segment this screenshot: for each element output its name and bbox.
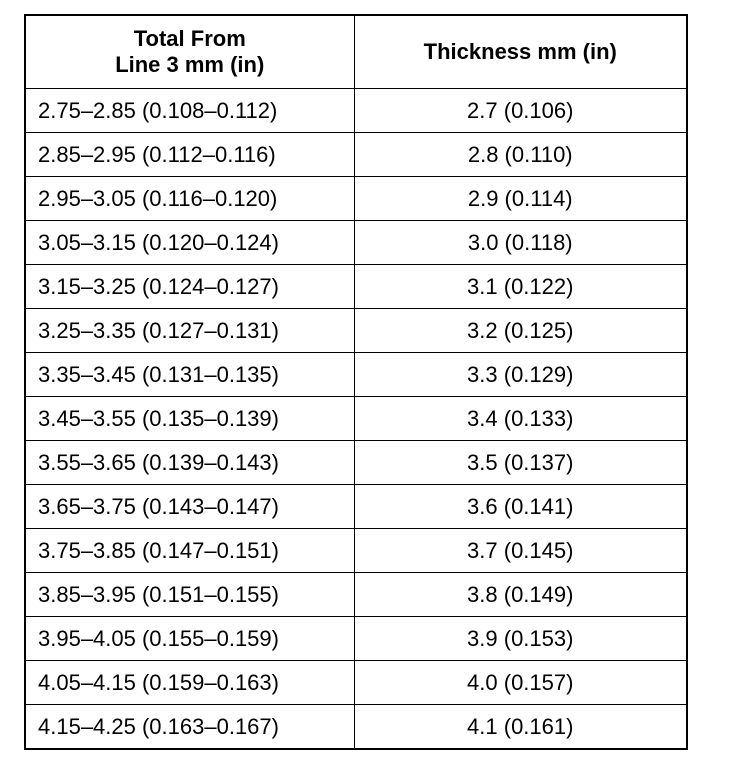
table-row xyxy=(25,221,687,265)
range-cell: 3.15–3.25 (0.124–0.127) xyxy=(25,265,354,309)
thickness-cell: 2.8 (0.110) xyxy=(354,133,687,177)
range-cell: 3.95–4.05 (0.155–0.159) xyxy=(25,617,354,661)
range-cell: 3.05–3.15 (0.120–0.124) xyxy=(25,221,354,265)
range-cell: 3.85–3.95 (0.151–0.155) xyxy=(25,573,354,617)
range-cell: 3.65–3.75 (0.143–0.147) xyxy=(25,485,354,529)
table-row xyxy=(25,529,687,573)
range-cell: 4.05–4.15 (0.159–0.163) xyxy=(25,661,354,705)
thickness-cell: 3.8 (0.149) xyxy=(354,573,687,617)
table-row xyxy=(25,705,687,750)
thickness-cell: 2.7 (0.106) xyxy=(354,89,687,133)
range-cell: 3.55–3.65 (0.139–0.143) xyxy=(25,441,354,485)
table-row xyxy=(25,661,687,705)
thickness-cell: 4.1 (0.161) xyxy=(354,705,687,750)
header-total-from-line1: Total From xyxy=(133,26,246,51)
shim-selection-table xyxy=(24,14,688,750)
thickness-cell: 3.5 (0.137) xyxy=(354,441,687,485)
table-row xyxy=(25,309,687,353)
header-row xyxy=(25,15,687,89)
thickness-cell: 3.6 (0.141) xyxy=(354,485,687,529)
thickness-cell: 3.2 (0.125) xyxy=(354,309,687,353)
table-row xyxy=(25,177,687,221)
range-cell: 3.75–3.85 (0.147–0.151) xyxy=(25,529,354,573)
table-row xyxy=(25,133,687,177)
table-row xyxy=(25,89,687,133)
header-thickness: Thickness mm (in) xyxy=(354,15,687,89)
thickness-cell: 2.9 (0.114) xyxy=(354,177,687,221)
table-row xyxy=(25,353,687,397)
header-total-from-line-3 xyxy=(25,15,354,89)
range-cell: 3.45–3.55 (0.135–0.139) xyxy=(25,397,354,441)
range-cell: 2.85–2.95 (0.112–0.116) xyxy=(25,133,354,177)
table-row xyxy=(25,441,687,485)
range-cell: 4.15–4.25 (0.163–0.167) xyxy=(25,705,354,750)
table-row xyxy=(25,573,687,617)
range-cell: 3.35–3.45 (0.131–0.135) xyxy=(25,353,354,397)
range-cell: 2.95–3.05 (0.116–0.120) xyxy=(25,177,354,221)
range-cell: 2.75–2.85 (0.108–0.112) xyxy=(25,89,354,133)
thickness-cell: 3.1 (0.122) xyxy=(354,265,687,309)
table-row xyxy=(25,617,687,661)
table-row xyxy=(25,265,687,309)
thickness-cell: 4.0 (0.157) xyxy=(354,661,687,705)
thickness-cell: 3.4 (0.133) xyxy=(354,397,687,441)
table-row xyxy=(25,485,687,529)
thickness-cell: 3.9 (0.153) xyxy=(354,617,687,661)
thickness-cell: 3.3 (0.129) xyxy=(354,353,687,397)
thickness-cell: 3.0 (0.118) xyxy=(354,221,687,265)
table-row xyxy=(25,397,687,441)
header-total-from-line2: Line 3 mm (in) xyxy=(115,52,265,77)
range-cell: 3.25–3.35 (0.127–0.131) xyxy=(25,309,354,353)
thickness-cell: 3.7 (0.145) xyxy=(354,529,687,573)
